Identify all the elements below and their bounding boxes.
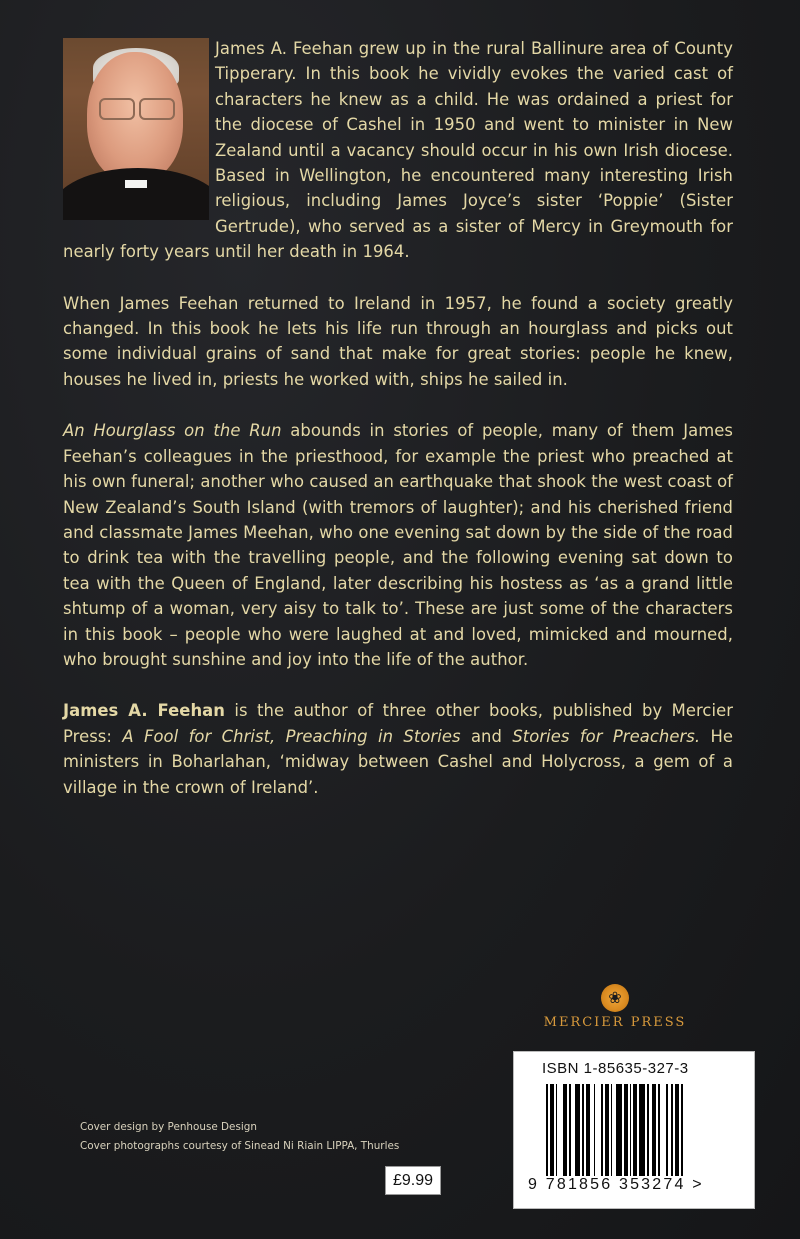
blurb-paragraph-4 bbox=[63, 698, 733, 800]
other-books-1: A Fool for Christ, Preaching in Stories bbox=[122, 726, 461, 746]
isbn-label: ISBN 1-85635-327-3 bbox=[542, 1060, 689, 1077]
other-books-2: Stories for Preachers. bbox=[512, 726, 701, 746]
barcode-bar bbox=[556, 1084, 558, 1176]
barcode-bar bbox=[624, 1084, 628, 1176]
blurb-paragraph-3 bbox=[63, 418, 733, 672]
publisher-name: MERCIER PRESS bbox=[543, 1015, 687, 1030]
barcode-bar bbox=[575, 1084, 581, 1176]
paragraph-4-text-b: He ministers in Boharlahan, ‘midway between Cashel and Holycross, a gem of a village in the crown of Ireland’. bbox=[63, 726, 733, 797]
cover-design-credit: Cover design by Penhouse Design bbox=[80, 1121, 257, 1133]
author-name: James A. Feehan bbox=[63, 701, 225, 721]
barcode-bars bbox=[546, 1084, 722, 1176]
barcode-bar bbox=[675, 1084, 679, 1176]
barcode-bar bbox=[594, 1084, 596, 1176]
barcode-bar bbox=[546, 1084, 548, 1176]
barcode-bar bbox=[671, 1084, 673, 1176]
barcode-number: 9 781856 353274 > bbox=[528, 1176, 704, 1193]
barcode-bar bbox=[652, 1084, 656, 1176]
photo-spacer bbox=[63, 36, 215, 232]
barcode-bar bbox=[633, 1084, 637, 1176]
barcode-bar bbox=[630, 1084, 632, 1176]
paragraph-4-and: and bbox=[460, 726, 513, 746]
barcode-bar bbox=[601, 1084, 603, 1176]
cover-photo-credit: Cover photographs courtesy of Sinead Ni Riain LIPPA, Thurles bbox=[80, 1140, 400, 1152]
barcode-bar bbox=[611, 1084, 613, 1176]
barcode-bar bbox=[658, 1084, 660, 1176]
blurb-paragraph-1 bbox=[63, 36, 733, 265]
barcode-bar bbox=[563, 1084, 567, 1176]
barcode-bar bbox=[681, 1084, 683, 1176]
barcode-bar bbox=[582, 1084, 584, 1176]
paragraph-4-text-a: is the author of three other books, published by Mercier Press: bbox=[63, 701, 733, 746]
barcode-bar bbox=[550, 1084, 554, 1176]
cover-credits bbox=[80, 1118, 399, 1156]
paragraph-1-text: James A. Feehan grew up in the rural Ballinure area of County Tipperary. In this book he vividly evokes the varied cast of characters he knew as a child. He was ordained a priest for the diocese of Cashel in 1950 and went to minister in New Zealand until a vacancy should occur in his own Irish diocese. Based in Wellington, he encountered many interesting Irish religious, including James Joyce’s sister ‘Poppie’ (Sister Gertrude), who served as a sister of Mercy in Greymouth for nearly forty years until her death in 1964. bbox=[63, 39, 733, 262]
barcode-panel bbox=[513, 1051, 755, 1209]
barcode-bar bbox=[616, 1084, 622, 1176]
book-title: An Hourglass on the Run bbox=[63, 421, 282, 441]
barcode-bar bbox=[586, 1084, 590, 1176]
publisher-logo bbox=[510, 984, 720, 1034]
barcode-bar bbox=[569, 1084, 571, 1176]
barcode-bar bbox=[647, 1084, 649, 1176]
barcode-bar bbox=[605, 1084, 609, 1176]
price-sticker: £9.99 bbox=[385, 1166, 441, 1195]
celtic-knot-icon: ❀ bbox=[601, 984, 629, 1012]
blurb-paragraph-2: When James Feehan returned to Ireland in 1957, he found a society greatly changed. In this book he lets his life run through an hourglass and picks out some individual grains of sand that make for great stories: people he knew, houses he lived in, priests he worked with, ships he sailed in. bbox=[63, 293, 733, 389]
barcode-bar bbox=[666, 1084, 668, 1176]
blurb-text bbox=[63, 36, 733, 826]
barcode-bar bbox=[639, 1084, 645, 1176]
paragraph-3-text: abounds in stories of people, many of them James Feehan’s colleagues in the priesthood, for example the priest who preached at his own funeral; another who caused an earthquake that shook the west coast of New Zealand’s South Island (with tremors of laughter); and his cherished friend and classmate James Meehan, who one evening sat down by the side of the road to drink tea with the travelling people, and the following evening sat down to tea with the Queen of England, later describing his hostess as ‘as a grand little shtump of a woman, very aisy to talk to’. These are just some of the characters in this book – people who were laughed at and loved, mimicked and mourned, who brought sunshine and joy into the life of the author. bbox=[63, 421, 733, 669]
